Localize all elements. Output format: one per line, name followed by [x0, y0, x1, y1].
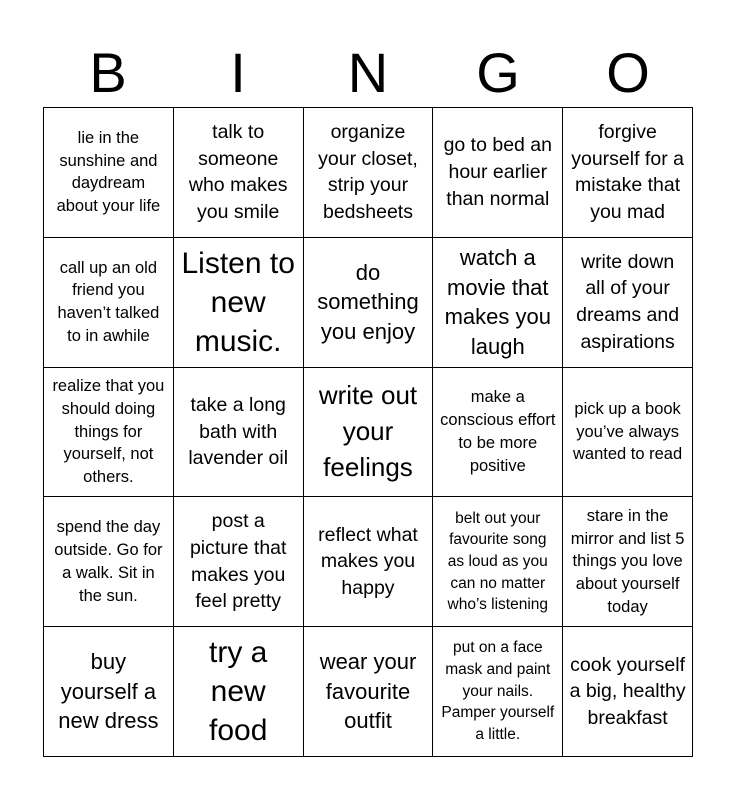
bingo-cell[interactable]: [433, 497, 563, 627]
cell-text: talk to someone who makes you smile: [188, 120, 288, 224]
cell-text: write down all of your dreams and aspirations: [576, 250, 680, 353]
cell-text: call up an old friend you haven’t talked to in awhile: [57, 258, 160, 345]
cell-text: write out your feelings: [318, 380, 418, 482]
cell-text: buy yourself a new dress: [58, 649, 159, 734]
cell-text: take a long bath with lavender oil: [188, 393, 289, 470]
header-letter-i: I: [230, 41, 246, 104]
cell-text: pick up a book you’ve always wanted to read: [573, 399, 683, 464]
cell-text: realize that you should doing things for yourself, not others.: [52, 377, 165, 487]
bingo-cell[interactable]: [563, 627, 693, 757]
cell-text: make a conscious effort to be more positive: [440, 388, 556, 475]
cell-text: go to bed an hour earlier than normal: [443, 134, 552, 210]
cell-text: stare in the mirror and list 5 things you love about yourself today: [570, 506, 685, 616]
cell-text: reflect what makes you happy: [318, 523, 418, 600]
bingo-card-grid: [43, 107, 693, 757]
cell-text: organize your closet, strip your bedsheets: [318, 120, 418, 224]
bingo-cell[interactable]: [304, 238, 434, 368]
cell-text: Listen to new music.: [181, 246, 295, 358]
bingo-header: [43, 40, 693, 106]
cell-text: post a picture that makes you feel pretty: [189, 510, 287, 613]
cell-text: forgive yourself for a mistake that you mad: [571, 120, 684, 224]
bingo-cell[interactable]: [563, 497, 693, 627]
cell-text: put on a face mask and paint your nails. Pamper yourself a little.: [441, 639, 555, 744]
bingo-cell[interactable]: [304, 368, 434, 498]
bingo-cell[interactable]: [433, 238, 563, 368]
cell-text: cook yourself a big, healthy breakfast: [569, 653, 686, 729]
bingo-cell[interactable]: [44, 238, 174, 368]
bingo-cell[interactable]: [44, 108, 174, 238]
bingo-cell[interactable]: [304, 627, 434, 757]
header-letter-n: N: [347, 41, 389, 104]
bingo-cell[interactable]: [433, 627, 563, 757]
cell-text: try a new food: [209, 636, 268, 748]
header-letter-o: O: [606, 41, 650, 104]
header-letter-b: B: [89, 41, 127, 104]
bingo-cell[interactable]: [433, 368, 563, 498]
bingo-cell[interactable]: [174, 108, 304, 238]
bingo-cell[interactable]: [174, 497, 304, 627]
cell-text: watch a movie that makes you laugh: [444, 245, 551, 359]
bingo-cell[interactable]: [563, 238, 693, 368]
cell-text: lie in the sunshine and daydream about your life: [56, 128, 161, 216]
bingo-cell[interactable]: [563, 108, 693, 238]
cell-text: wear your favourite outfit: [319, 649, 417, 734]
bingo-cell[interactable]: [44, 368, 174, 498]
cell-text: do something you enjoy: [317, 259, 419, 344]
bingo-cell[interactable]: [174, 627, 304, 757]
bingo-cell[interactable]: [304, 497, 434, 627]
header-letter-g: G: [476, 41, 520, 104]
bingo-cell[interactable]: [433, 108, 563, 238]
bingo-cell[interactable]: [174, 238, 304, 368]
bingo-cell[interactable]: [174, 368, 304, 498]
bingo-cell[interactable]: [563, 368, 693, 498]
bingo-cell[interactable]: [304, 108, 434, 238]
cell-text: spend the day outside. Go for a walk. Sit in the sun.: [54, 518, 163, 605]
bingo-cell[interactable]: [44, 627, 174, 757]
bingo-cell[interactable]: [44, 497, 174, 627]
cell-text: belt out your favourite song as loud as you can no matter who’s listening: [447, 509, 549, 614]
